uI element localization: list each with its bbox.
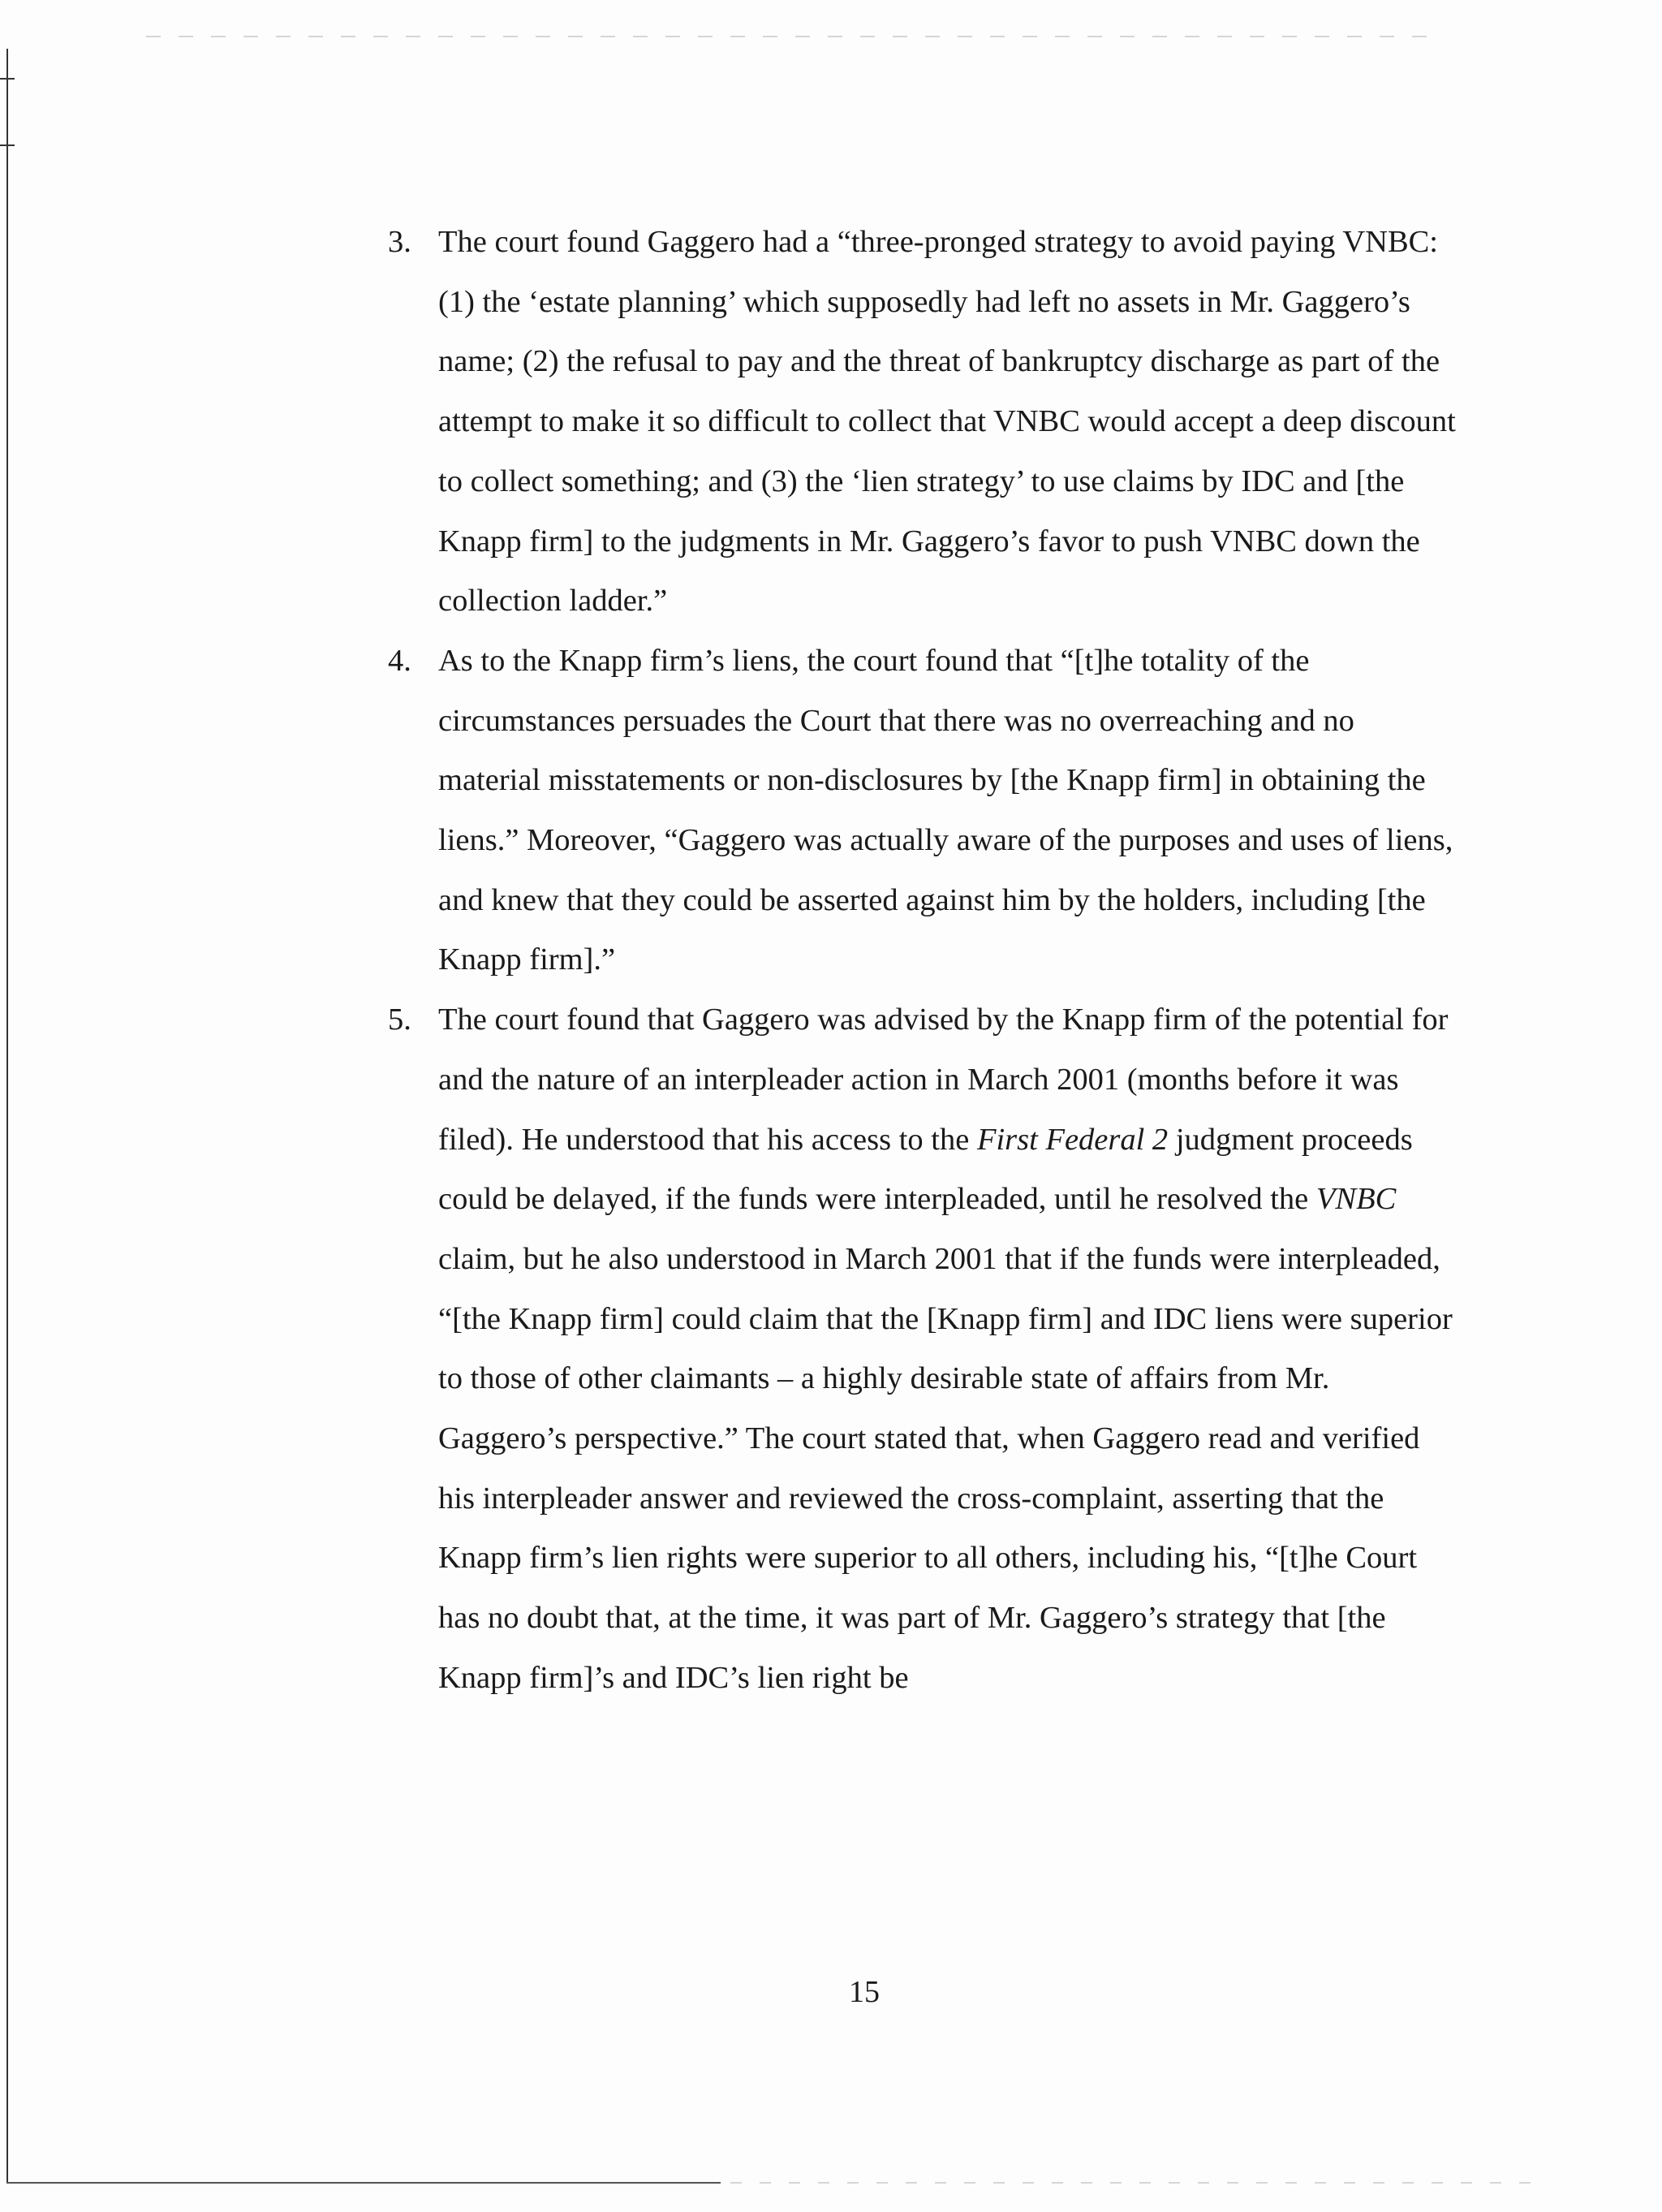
scan-edge-tick [0,144,15,146]
list-item-text: As to the Knapp firm’s liens, the court found that “[t]he totality of the circumstances persuades the Court that there was no overreaching and no material misstatements or non-disclosures by [the Knapp firm] in obtaining the liens.” Moreover, “Gaggero was actually aware of the purposes and uses of liens, and knew that they could be asserted against him by the holders, including [the Knapp firm].” [438,643,1453,977]
text-segment: The court found that Gaggero was advised by the Knapp firm of the potential for and the nature of an interpleader action in March 2001 (months before it was filed). He understood that his access to the [438,1003,1449,1157]
scan-edge-tick [0,78,15,80]
scan-edge-line [6,49,8,2184]
list-item-number: 5. [388,1003,411,1037]
scan-bottom-artifact [730,2182,1542,2184]
scan-top-artifact [146,36,1445,37]
text-segment: judgment proceeds could be delayed, if the funds were interpleaded, until he resolved the [438,1122,1413,1217]
case-name-italic: VNBC [1315,1182,1397,1217]
page-number: 15 [849,1975,880,2009]
list-item-number: 4. [388,643,411,678]
list-item-text [438,990,1461,1708]
text-segment: claim, but he also understood in March 2001 that if the funds were interpleaded, “[the Knapp firm] could claim that the [Knapp firm] and IDC liens were superior to those of other claimants – a highly desirable state of affairs from Mr. Gaggero’s perspective.” The court stated that, when Gaggero read and verified his interpleader answer and reviewed the cross-complaint, asserting that the Knapp firm’s lien rights were superior to all others, including his, “[t]he Court has no doubt that, at the time, it was part of Mr. Gaggero’s strategy that [the Knapp firm]’s and IDC’s lien right be [438,1241,1453,1695]
list-item-number: 3. [388,225,411,259]
list-item [381,213,1461,632]
list-item-text: The court found Gaggero had a “three-pronged strategy to avoid paying VNBC: (1) the ‘estate planning’ which supposedly had left no assets in Mr. Gaggero’s name; (2) the refusal to pay and the threat of bankruptcy discharge as part of the attempt to make it so difficult to collect that VNBC would accept a deep discount to collect something; and (3) the ‘lien strategy’ to use claims by IDC and [the Knapp firm] to the judgments in Mr. Gaggero’s favor to push VNBC down the collection ladder.” [438,225,1456,619]
list-item [381,990,1461,1708]
case-name-italic: First Federal 2 [976,1122,1169,1157]
list-item [381,632,1461,990]
findings-list [381,213,1461,1709]
scan-bottom-artifact [6,2182,721,2184]
